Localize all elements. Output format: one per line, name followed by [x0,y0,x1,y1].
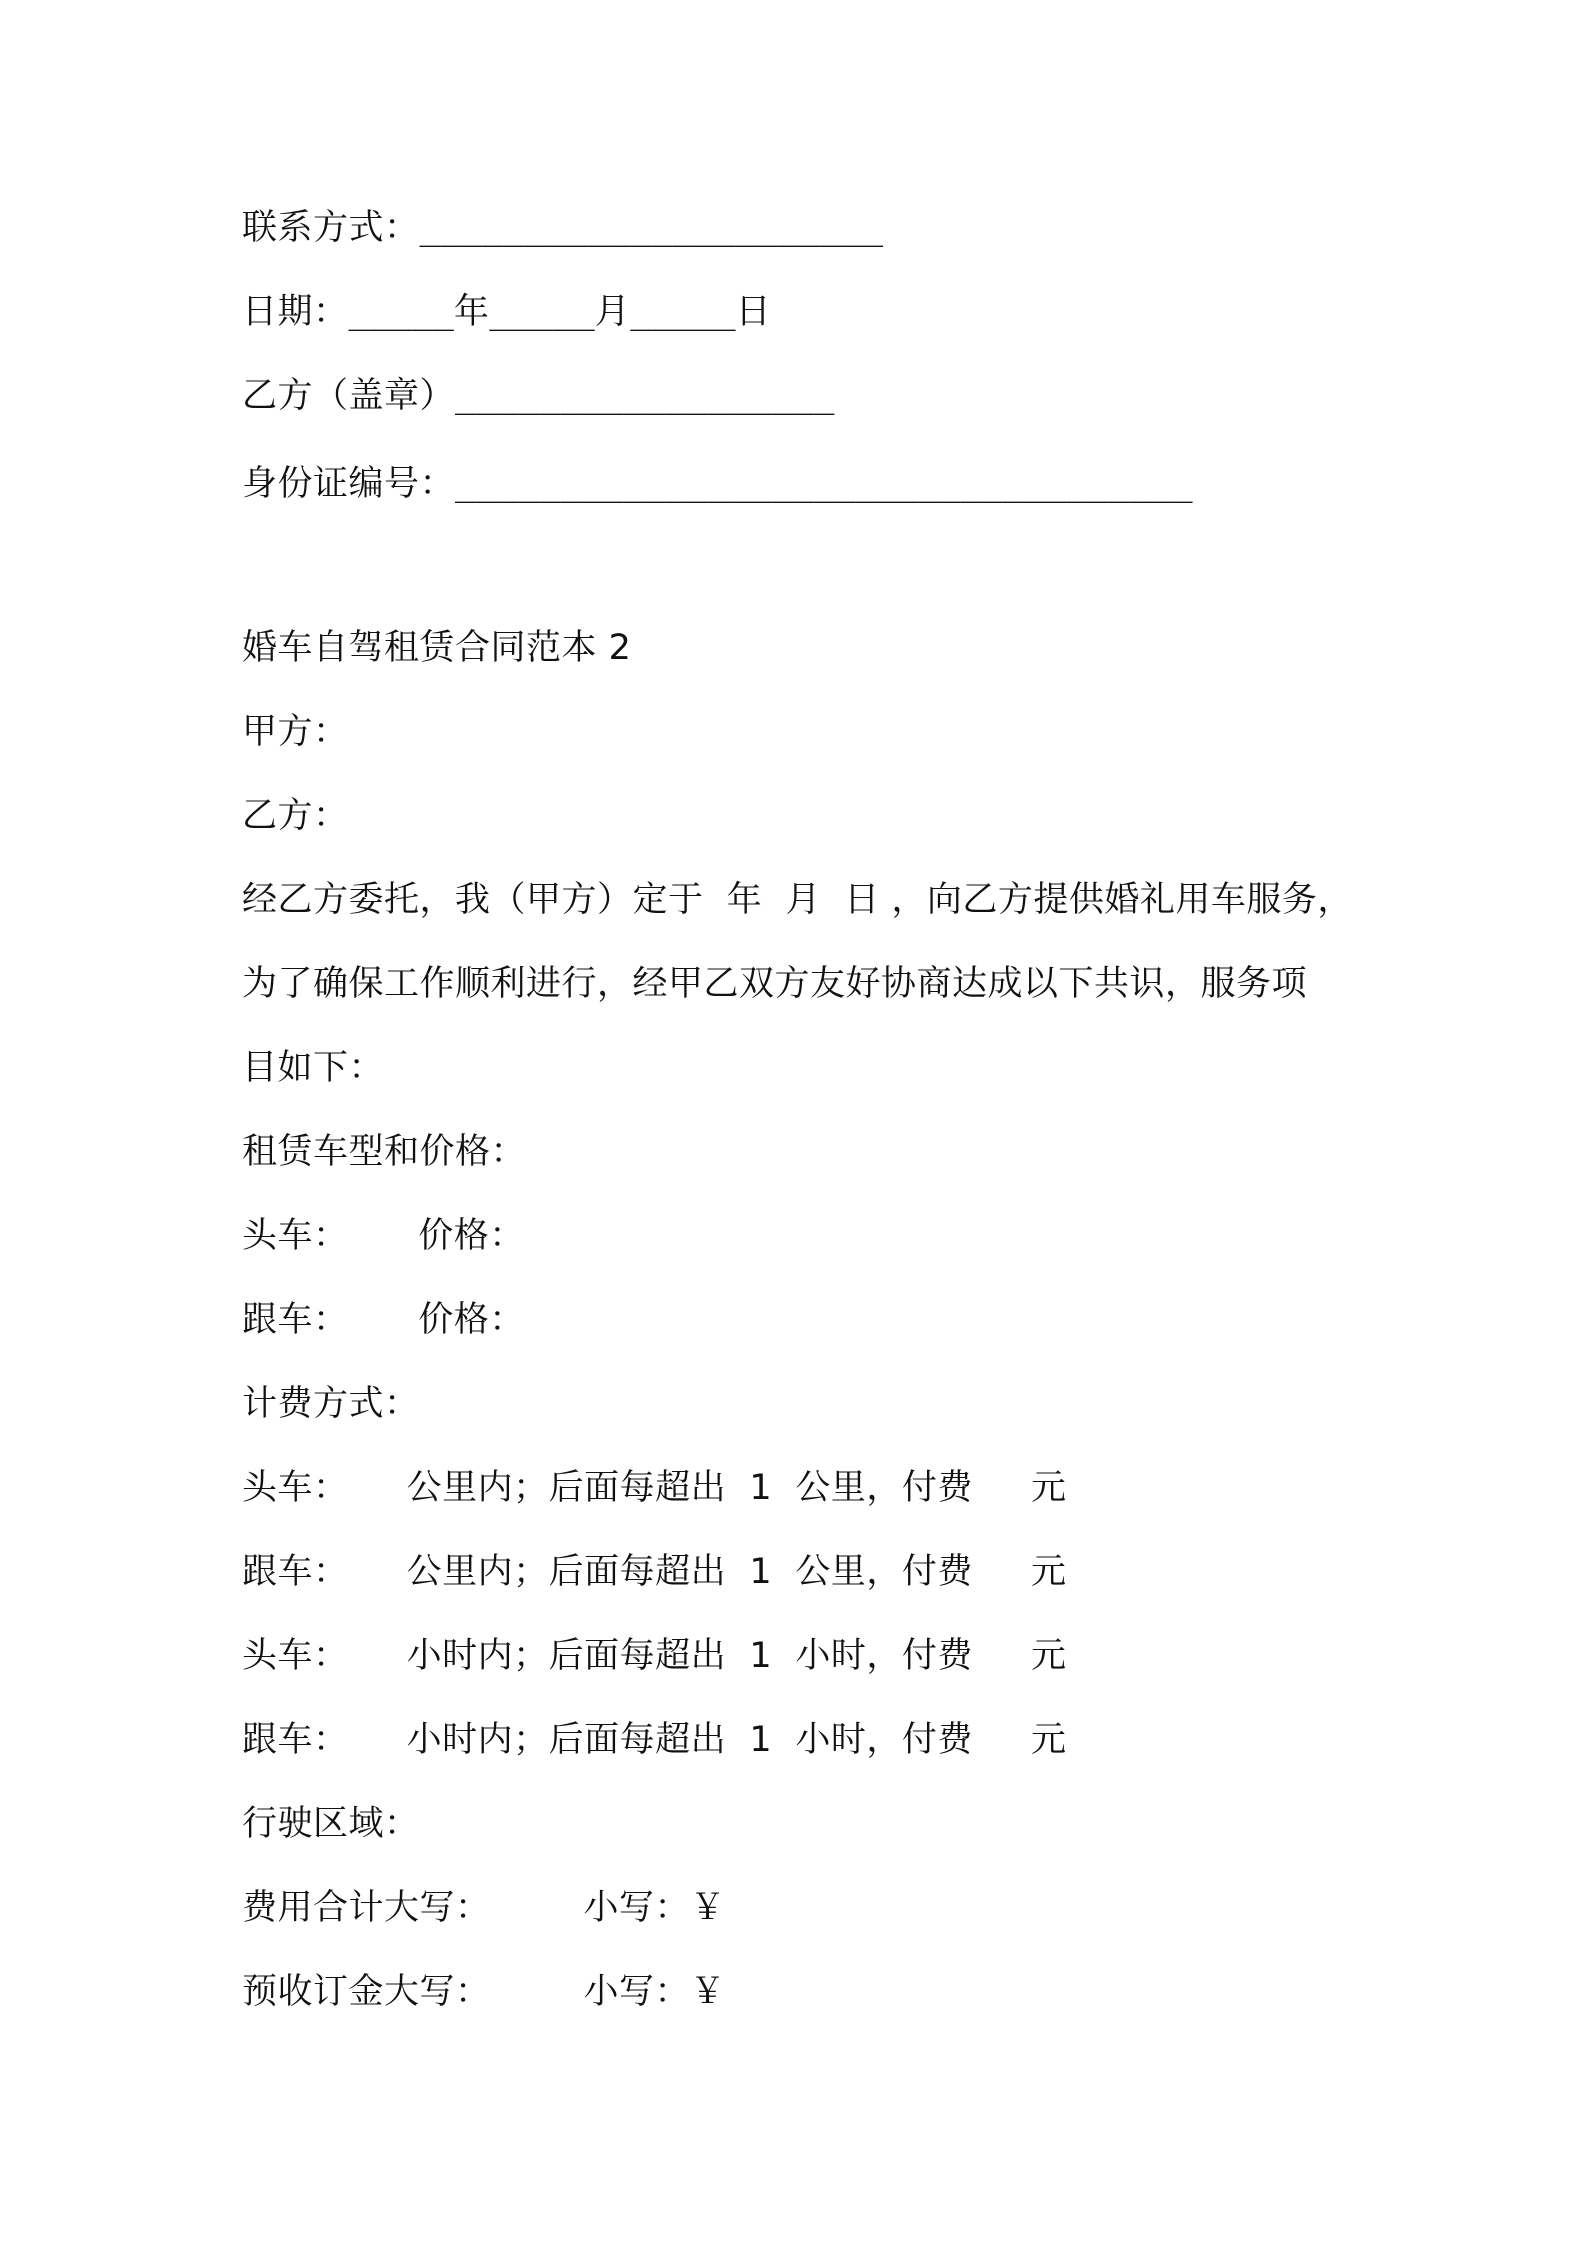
date-label: 日期： [242,292,349,332]
paragraph-line-2: 为了确保工作顺利进行，经甲乙双方友好协商达成以下共识，服务项 [242,964,1308,1004]
year-blank: _____ [348,292,454,332]
total-fee-line: 费用合计大写： 小写：￥ [242,1888,726,1928]
month-label: 月 [594,292,631,332]
party-b-seal-label: 乙方（盖章） [242,376,456,416]
id-number-label: 身份证编号： [242,464,456,504]
billing-line-4: 跟车： 小时内；后面每超出 1 小时，付费 元 [242,1720,1067,1760]
contact-label: 联系方式： [242,208,420,248]
contact-line [242,204,883,252]
id-number-line [242,460,1193,508]
date-line [242,288,771,336]
billing-heading: 计费方式： [242,1384,420,1424]
id-number-blank: ___________________________________ [455,464,1193,504]
billing-line-3: 头车： 小时内；后面每超出 1 小时，付费 元 [242,1636,1067,1676]
billing-line-1: 头车： 公里内；后面每超出 1 公里，付费 元 [242,1468,1067,1508]
year-label: 年 [453,292,490,332]
day-blank: _____ [630,292,736,332]
follow-car-line: 跟车： 价格： [242,1300,525,1340]
party-b-seal-blank: __________________ [455,376,835,416]
paragraph-line-1: 经乙方委托，我（甲方）定于 年 月 日 ，向乙方提供婚礼用车服务， [242,880,1353,920]
contact-blank: ______________________ [419,208,884,248]
contract-title: 婚车自驾租赁合同范本 2 [242,628,632,668]
month-blank: _____ [489,292,595,332]
billing-line-2: 跟车： 公里内；后面每超出 1 公里，付费 元 [242,1552,1067,1592]
party-b-line: 乙方： [242,796,349,836]
party-b-seal-line [242,372,834,420]
lead-car-line: 头车： 价格： [242,1216,525,1256]
paragraph-line-3: 目如下： [242,1048,385,1088]
deposit-line: 预收订金大写： 小写：￥ [242,1972,726,2012]
day-label: 日 [735,292,772,332]
party-a-line: 甲方： [242,712,349,752]
rent-type-line: 租赁车型和价格： [242,1132,527,1172]
driving-area-line: 行驶区域： [242,1804,420,1844]
